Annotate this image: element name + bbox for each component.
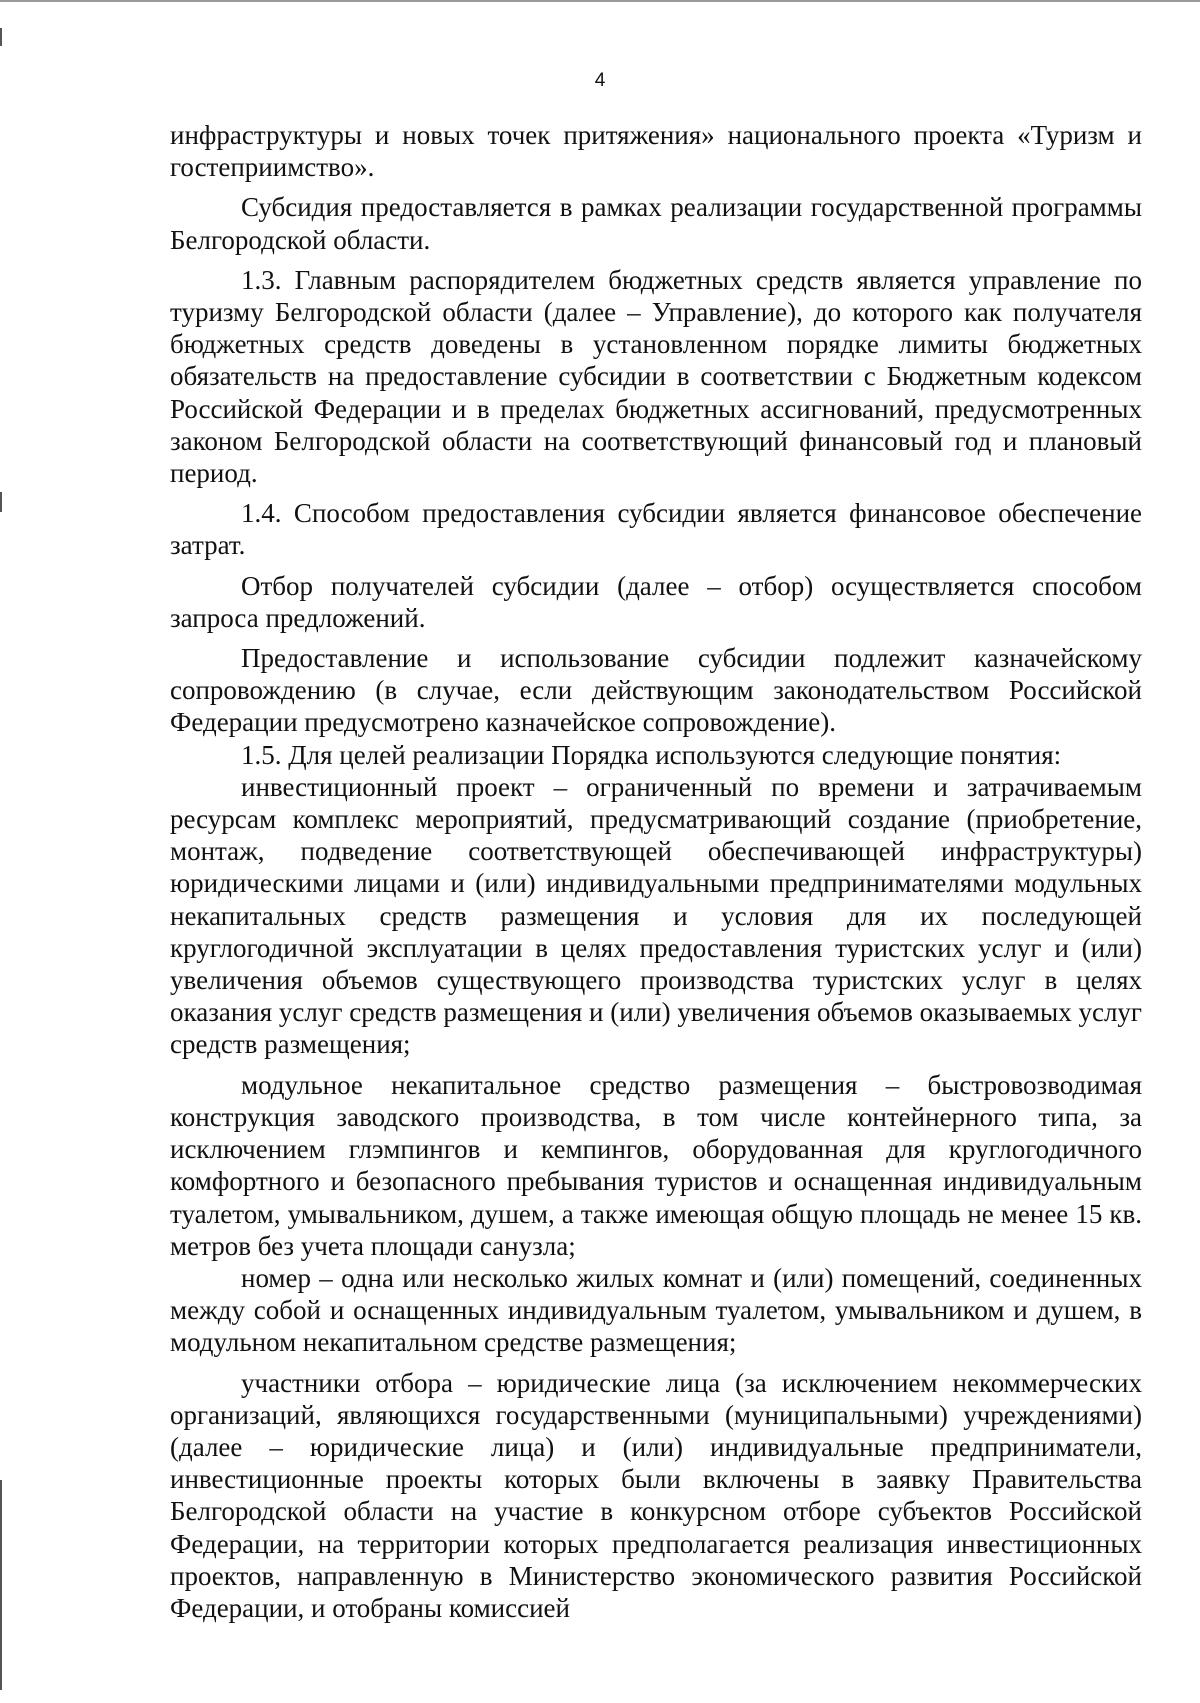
paragraph-subsidy-program: Субсидия предоставляется в рамках реализации государственной программы Белгородской области. [170,192,1142,255]
definition-investment-project: инвестиционный проект – ограниченный по времени и затрачиваемым ресурсам комплекс мероприятий, предусматривающий создание (приобретение, монтаж, подведение соответствующей обеспечивающей инфраструктуры) юридическими лицами и (или) индивидуальными предпринимателями модульных некапитальных средств размещения и условия для их последующей круглогодичной эксплуатации в целях предоставления туристских услуг и (или) увеличения объемов существующего производства туристских услуг в целях оказания услуг средств размещения и (или) увеличения объемов оказываемых услуг средств размещения; [170,771,1142,1060]
definition-modular-accommodation: модульное некапитальное средство размещения – быстровозводимая конструкция заводского производства, в том числе контейнерного типа, за исключением глэмпингов и кемпингов, оборудованная для круглогодичного комфортного и безопасного пребывания туристов и оснащенная индивидуальным туалетом, умывальником, душем, а также имеющая общую площадь не менее 15 кв. метров без учета площади санузла; [170,1069,1142,1261]
paragraph-treasury: Предоставление и использование субсидии подлежит казначейскому сопровождению (в случае, если действующим законодательством Российской Федерации предусмотрено казначейское сопровождение). [170,643,1142,738]
paragraph-selection: Отбор получателей субсидии (далее – отбор) осуществляется способом запроса предложений. [170,570,1142,633]
scan-mark-left-bottom [0,1480,2,1690]
paragraph-1-3: 1.3. Главным распорядителем бюджетных средств является управление по туризму Белгородской области (далее – Управление), до которого как получателя бюджетных средств доведены в установленном порядке лимиты бюджетных обязательств на предоставление субсидии в соответствии с Бюджетным кодексом Российской Федерации и в пределах бюджетных ассигнований, предусмотренных законом Белгородской области на соответствующий финансовый год и плановый период. [170,264,1142,489]
definition-participants: участники отбора – юридические лица (за исключением некоммерческих организаций, являющихся государственными (муниципальными) учреждениями) (далее – юридические лица) и (или) индивидуальные предприниматели, инвестиционные проекты которых были включены в заявку Правительства Белгородской области на участие в конкурсном отборе субъектов Российской Федерации, на территории которых предполагается реализация инвестиционных проектов, направленную в Министерство экономического развития Российской Федерации, и отобраны комиссией [170,1367,1142,1623]
document-body [170,119,1142,1624]
scan-mark-left-top [0,28,2,46]
paragraph-1-4: 1.4. Способом предоставления субсидии является финансовое обеспечение затрат. [170,498,1142,561]
page-number: 4 [594,70,606,91]
paragraph-1-5: 1.5. Для целей реализации Порядка используются следующие понятия: [241,739,1062,770]
definition-room: номер – одна или несколько жилых комнат и (или) помещений, соединенных между собой и оснащенных индивидуальным туалетом, умывальником и душем, в модульном некапитальном средстве размещения; [170,1262,1142,1358]
scan-mark-left-middle [0,492,2,512]
page-top-edge [0,0,1200,2]
paragraph-continuation: инфраструктуры и новых точек притяжения» национального проекта «Туризм и гостеприимство». [170,120,1142,183]
